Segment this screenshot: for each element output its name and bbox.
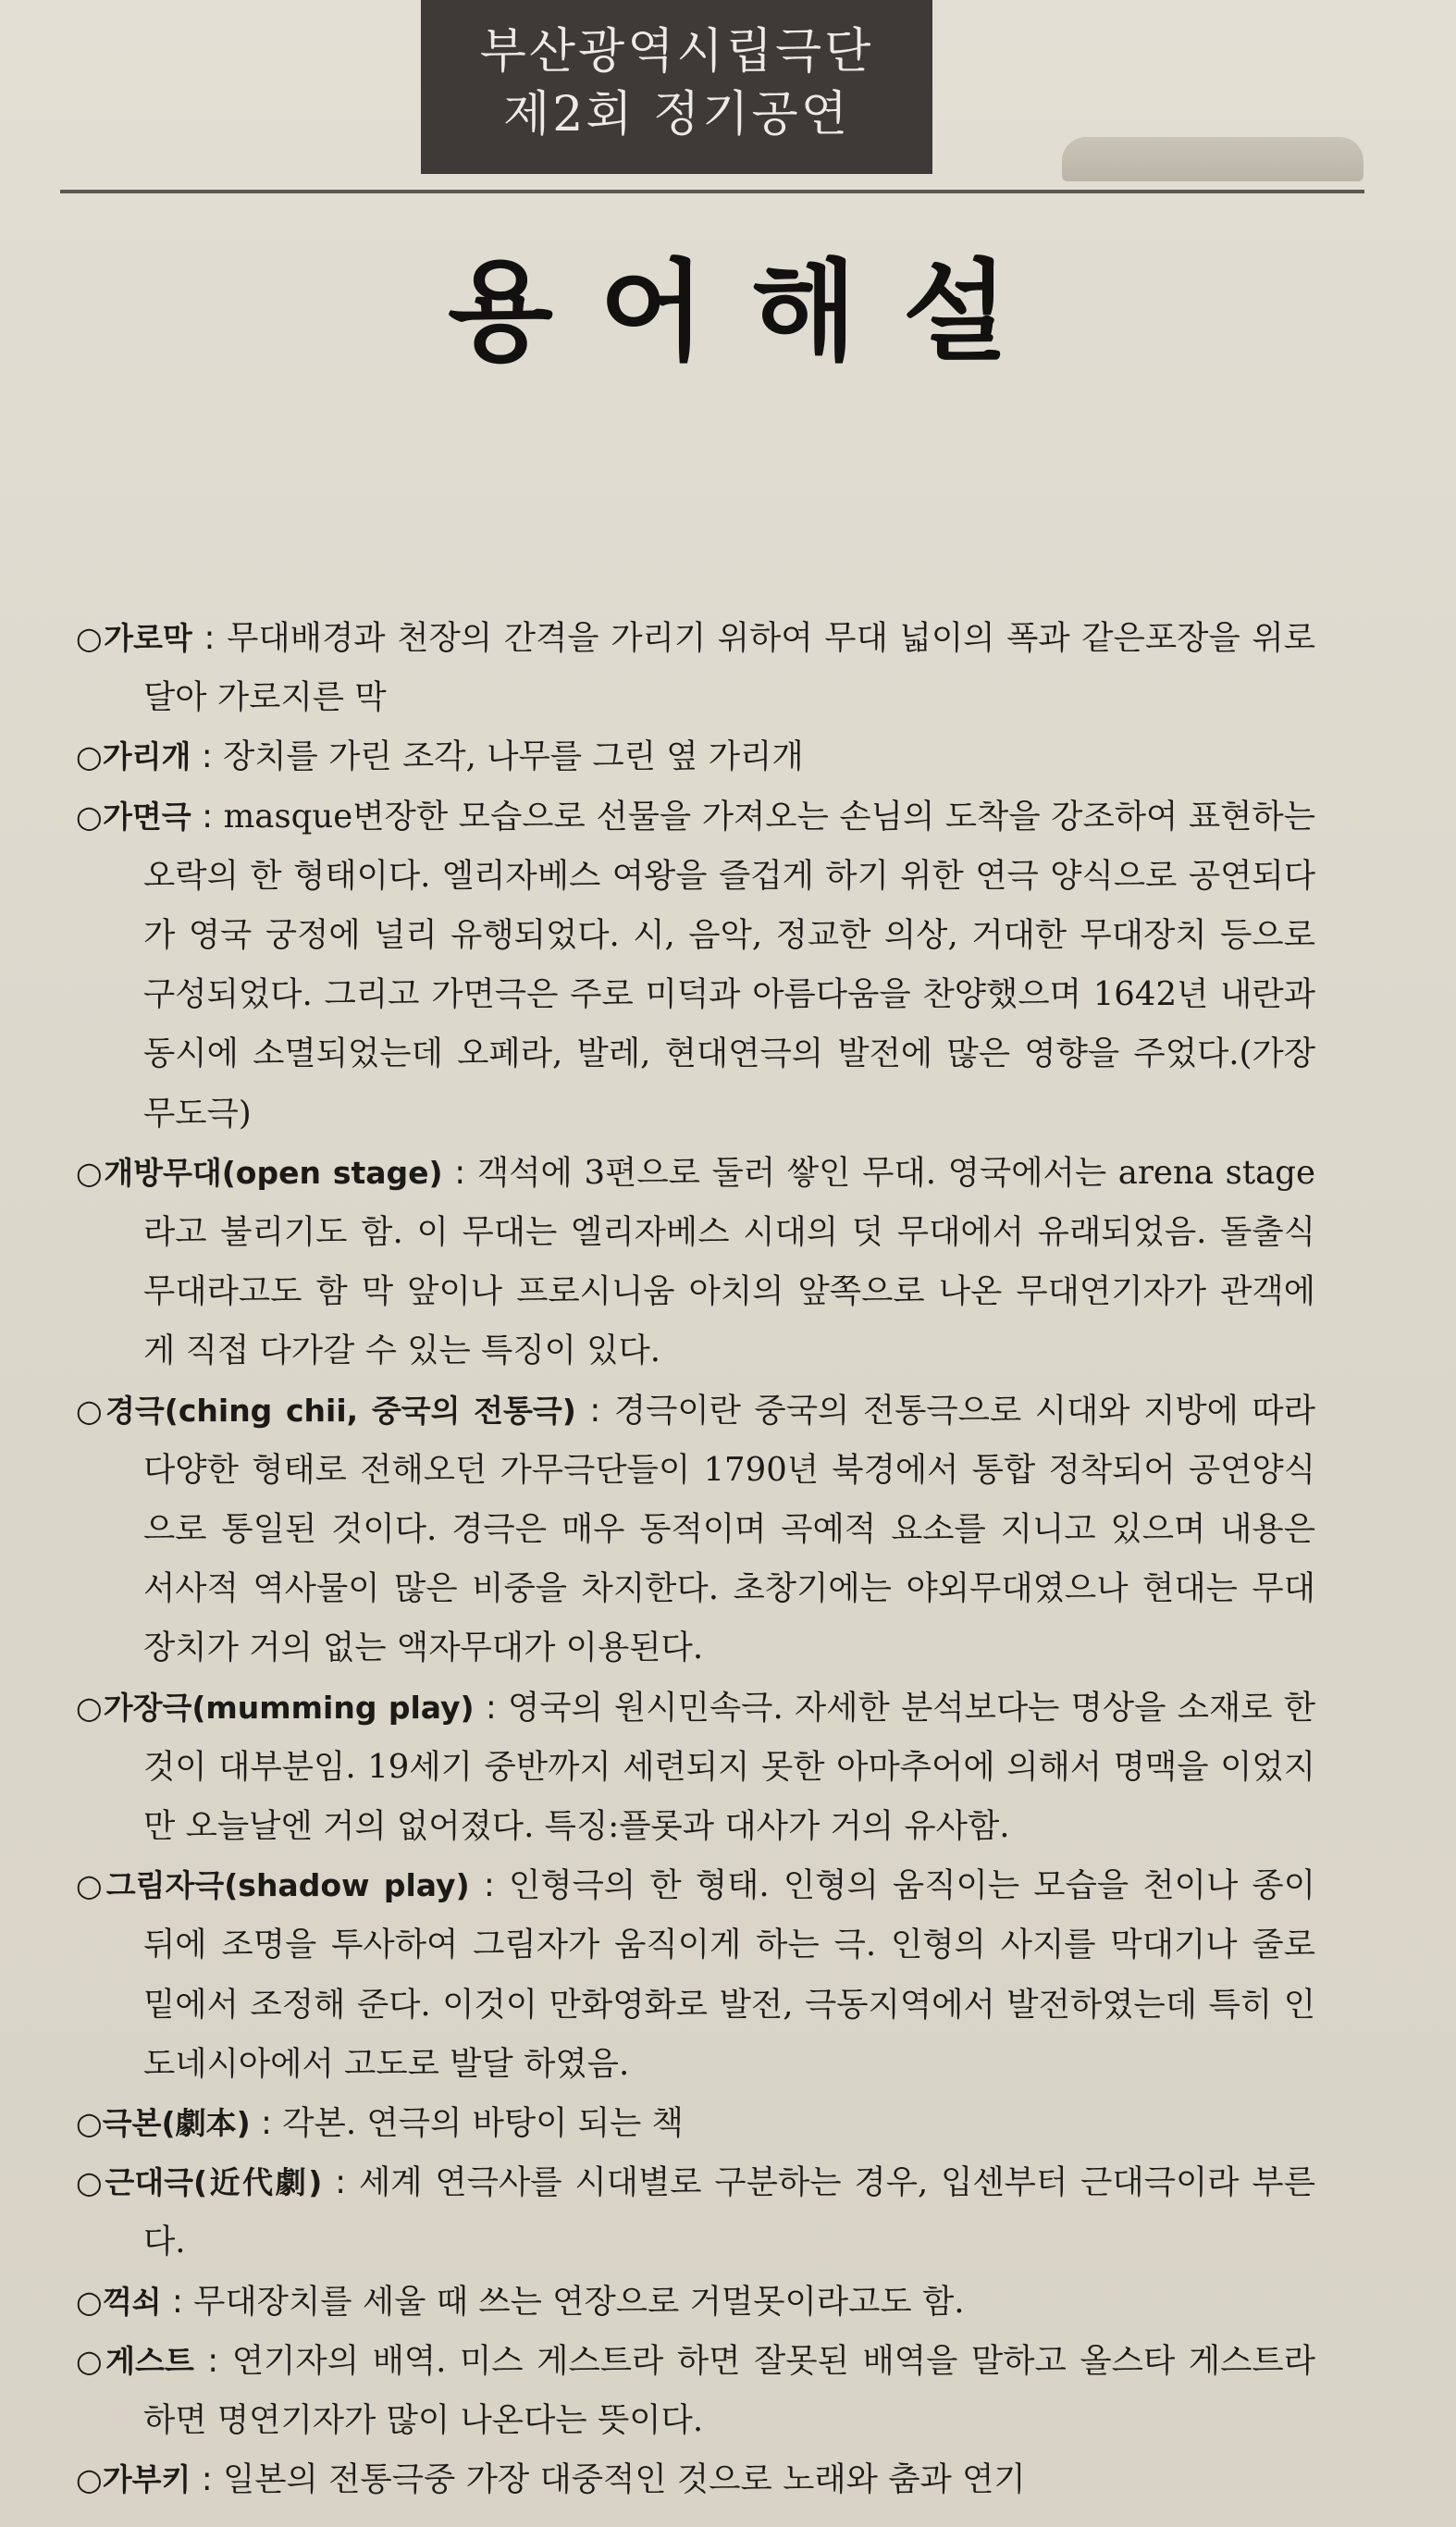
glossary-entry <box>76 2094 1315 2153</box>
glossary-term: 경극(ching chii, 중국의 전통극) <box>105 1392 576 1429</box>
term-separator: : <box>191 737 223 776</box>
glossary-entry <box>76 2332 1315 2450</box>
glossary-term: 가리개 <box>102 738 191 775</box>
bullet-icon: ○ <box>76 2105 103 2142</box>
term-separator: : <box>191 797 224 836</box>
glossary-definition: 세계 연극사를 시대별로 구분하는 경우, 입센부터 근대극이라 부른다. <box>143 2163 1315 2261</box>
page-title: 용어해설 <box>448 248 1055 376</box>
glossary-definition: 각본. 연극의 바탕이 되는 책 <box>282 2104 684 2143</box>
glossary-entry <box>76 609 1315 727</box>
glossary-definition: 연기자의 배역. 미스 게스트라 하면 잘못된 배역을 말하고 올스타 게스트라 하면 명연기자가 많이 나온다는 뜻이다. <box>143 2341 1316 2440</box>
header-banner <box>421 0 932 174</box>
term-separator: : <box>474 1688 508 1727</box>
bullet-icon: ○ <box>76 738 103 775</box>
glossary-term: 가로막 <box>104 620 192 656</box>
term-separator: : <box>193 2341 232 2380</box>
glossary-entry <box>76 787 1315 1144</box>
glossary-definition: 인형극의 한 형태. 인형의 움직이는 모습을 천이나 종이 뒤에 조명을 투사하여 그림자가 움직이게 하는 극. 인형의 사지를 막대기나 줄로 밑에서 조정해 준다. 이것이 만화영화로 발전, 극동지역에서 발전하였는데 특히 인도네시아에서 고도로 발달 하였음. <box>143 1866 1316 2083</box>
glossary-definition: 무대배경과 천장의 간격을 가리기 위하여 무대 넓이의 폭과 같은포장을 위로 달아 가로지른 막 <box>143 619 1316 717</box>
glossary-entry <box>76 1856 1315 2094</box>
term-separator: : <box>575 1391 614 1430</box>
glossary-term: 가면극 <box>103 798 191 835</box>
glossary-entry <box>76 1381 1315 1678</box>
term-separator: : <box>442 1153 477 1192</box>
bullet-icon: ○ <box>76 620 105 656</box>
glossary-definition: 무대장치를 세울 때 쓰는 연장으로 거멀못이라고도 함. <box>193 2282 965 2321</box>
glossary-term: 꺽쇠 <box>102 2283 162 2320</box>
glossary-definition: 일본의 전통극중 가장 대중적인 것으로 노래와 춤과 연기 <box>222 2460 1026 2499</box>
glossary-term: 가장극(mumming play) <box>103 1689 475 1726</box>
term-separator: : <box>191 2460 223 2499</box>
term-separator: : <box>322 2163 359 2202</box>
glossary-entry <box>76 1678 1315 1857</box>
header-line-2: 제2회 정기공연 <box>502 87 850 142</box>
term-separator: : <box>191 619 228 657</box>
bullet-icon: ○ <box>76 2342 106 2379</box>
term-separator: : <box>250 2104 283 2143</box>
bullet-icon: ○ <box>76 2164 105 2201</box>
bullet-icon: ○ <box>76 1392 105 1429</box>
glossary-entry <box>76 1144 1315 1381</box>
glossary-definition: 객석에 3편으로 둘러 쌓인 무대. 영국에서는 arena stage라고 불리기도 함. 이 무대는 엘리자베스 시대의 덧 무대에서 유래되었음. 돌출식 무대라고도 함 막 앞이나 프로시니움 아치의 앞쪽으로 나온 무대연기자가 관객에게 직접 다가갈 수 있는 특징이 있다. <box>143 1153 1316 1370</box>
glossary-definition: 경극이란 중국의 전통극으로 시대와 지방에 따라 다양한 형태로 전해오던 가무극단들이 1790년 북경에서 통합 정착되어 공연양식으로 통일된 것이다. 경극은 매우 동적이며 곡예적 요소를 지니고 있으며 내용은 서사적 역사물이 많은 비중을 차지한다. 초창기에는 야외무대였으나 현대는 무대장치가 거의 없는 액자무대가 이용된다. <box>143 1391 1315 1667</box>
header-divider <box>60 190 1364 193</box>
header-line-1: 부산광역시립극단 <box>479 24 874 80</box>
bullet-icon: ○ <box>76 2461 103 2498</box>
glossary-term: 그림자극(shadow play) <box>105 1867 470 1904</box>
glossary-term: 근대극(近代劇) <box>105 2164 323 2201</box>
glossary-definition: 장치를 가린 조각, 나무를 그린 옆 가리개 <box>222 737 804 776</box>
glossary-definition: 영국의 원시민속극. 자세한 분석보다는 명상을 소재로 한 것이 대부분임. 19세기 중반까지 세련되지 못한 아마추어에 의해서 명맥을 이었지만 오늘날엔 거의 없어졌다. 특징:플롯과 대사가 거의 유사함. <box>143 1688 1316 1846</box>
bullet-icon: ○ <box>76 798 104 835</box>
glossary-entry <box>76 727 1315 787</box>
term-separator: : <box>469 1866 509 1905</box>
term-separator: : <box>161 2282 194 2321</box>
glossary-list <box>76 609 1315 2510</box>
corner-tab <box>1062 137 1363 181</box>
bullet-icon: ○ <box>76 1154 105 1191</box>
bullet-icon: ○ <box>76 1867 106 1904</box>
glossary-term: 극본(劇本) <box>102 2105 251 2142</box>
glossary-term: 가부키 <box>102 2461 191 2498</box>
bullet-icon: ○ <box>76 1689 104 1726</box>
glossary-term: 게스트 <box>105 2342 194 2379</box>
glossary-entry <box>76 2153 1315 2272</box>
glossary-definition: masque변장한 모습으로 선물을 가져오는 손님의 도착을 강조하여 표현하는 오락의 한 형태이다. 엘리자베스 여왕을 즐겁게 하기 위한 연극 양식으로 공연되다가 영국 궁정에 널리 유행되었다. 시, 음악, 정교한 의상, 거대한 무대장치 등으로 구성되었다. 그리고 가면극은 주로 미덕과 아름다움을 찬양했으며 1642년 내란과 동시에 소멸되었는데 오페라, 발레, 현대연극의 발전에 많은 영향을 주었다.(가장 무도극) <box>143 797 1315 1133</box>
glossary-term: 개방무대(open stage) <box>104 1154 443 1191</box>
glossary-entry <box>76 2273 1315 2332</box>
bullet-icon: ○ <box>76 2283 103 2320</box>
glossary-entry <box>76 2450 1315 2509</box>
